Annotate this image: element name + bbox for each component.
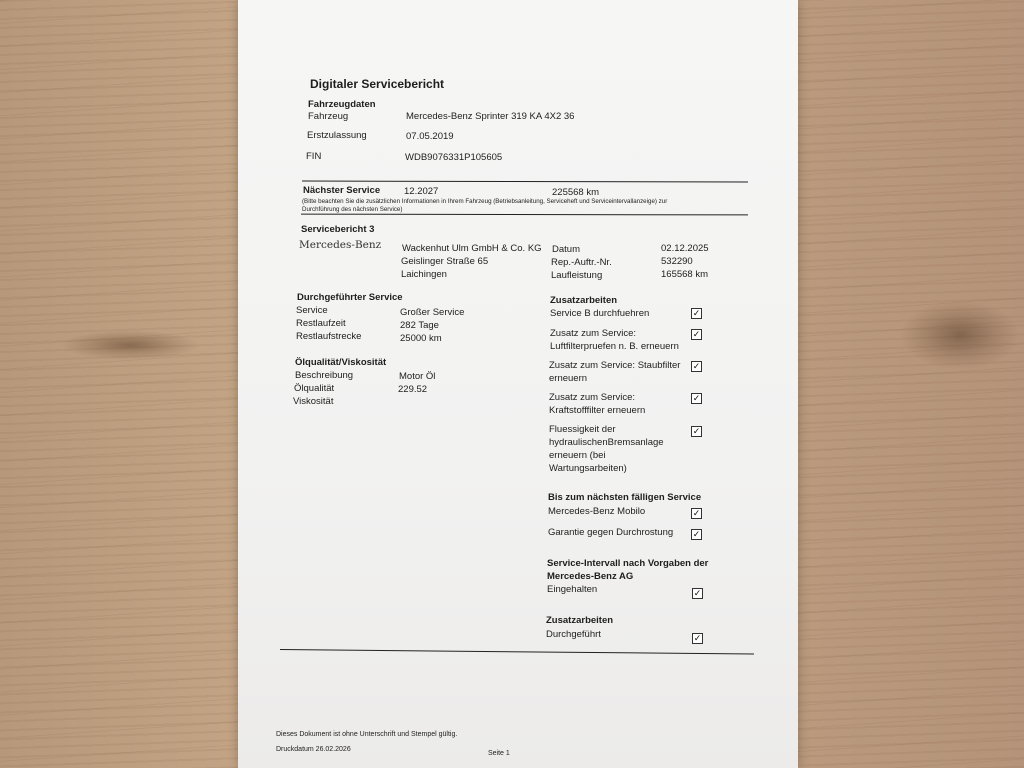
vehicle-value: Mercedes-Benz Sprinter 319 KA 4X2 36 [406,111,575,122]
extra-item-label: Zusatz zum Service: [549,392,636,403]
oil-description-label: Beschreibung [295,370,354,381]
until-next-item: Mercedes-Benz Mobilo [548,506,646,517]
report-title: Servicebericht 3 [301,224,375,235]
extra-item-label: Kraftstofffilter erneuern [549,405,646,416]
mileage-label: Laufleistung [551,270,603,281]
interval-title: Mercedes-Benz AG [547,571,634,582]
extra-item-checkbox: ✓ [692,393,701,403]
extra-item-checkbox: ✓ [692,329,701,339]
wood-knot [900,300,1020,370]
dealer-street: Geislinger Straße 65 [401,256,489,267]
interval-item: Eingehalten [547,584,598,595]
next-service-label: Nächster Service [303,185,381,196]
fin-label: FIN [306,151,322,162]
next-service-date: 12.2027 [404,186,439,197]
interval-title: Service-Intervall nach Vorgaben der [547,558,709,569]
extra-item-label: hydraulischenBremsanlage [549,437,664,448]
dealer-name: Wackenhut Ulm GmbH & Co. KG [402,243,542,254]
dealer-city: Laichingen [401,269,447,280]
first-registration-value: 07.05.2019 [406,131,454,142]
viscosity-label: Viskosität [293,396,334,407]
extra-item-checkbox: ✓ [692,308,701,318]
extra-item-checkbox: ✓ [692,426,701,436]
remaining-time-label: Restlaufzeit [296,318,346,329]
oil-description-value: Motor Öl [399,371,436,382]
until-next-title: Bis zum nächsten fälligen Service [548,492,702,503]
extra-item-label: Service B durchfuehren [550,308,650,319]
extra-item-label: Luftfilterpruefen n. B. erneuern [550,341,679,352]
interval-checkbox: ✓ [693,588,702,598]
mileage-value: 165568 km [661,269,709,280]
date-value: 02.12.2025 [661,243,709,254]
date-label: Datum [552,244,580,255]
extra-item-label: Zusatz zum Service: [550,328,637,339]
print-date: Druckdatum 26.02.2026 [276,746,351,753]
performed-service-title: Durchgeführter Service [297,292,403,303]
extras-title: Zusatzarbeiten [550,295,618,306]
until-next-item: Garantie gegen Durchrostung [548,527,674,538]
until-next-checkbox: ✓ [692,529,701,539]
mercedes-benz-wordmark: Mercedes-Benz [299,239,382,251]
repair-order-label: Rep.-Auftr.-Nr. [551,257,612,268]
page-number: Seite 1 [488,750,510,757]
wood-knot [60,330,200,360]
service-label: Service [296,305,328,316]
remaining-distance-label: Restlaufstrecke [296,331,362,342]
fin-value: WDB9076331P105605 [405,152,503,163]
first-registration-label: Erstzulassung [307,130,367,141]
repair-order-value: 532290 [661,256,693,267]
extras2-item: Durchgeführt [546,629,601,640]
extras2-checkbox: ✓ [693,633,702,643]
next-service-note: Durchführung des nächsten Service) [302,206,403,213]
extra-item-checkbox: ✓ [692,361,701,371]
oil-title: Ölqualität/Viskosität [295,357,387,368]
divider [280,649,754,655]
oil-quality-label: Ölqualität [294,383,335,394]
service-value: Großer Service [400,307,465,318]
footer-notice: Dieses Dokument ist ohne Unterschrift und Stempel gültig. [276,731,458,738]
extra-item-label: Fluessigkeit der [549,424,616,435]
service-report-paper [238,0,798,768]
extra-item-label: Zusatz zum Service: Staubfilter [549,360,681,371]
extras2-title: Zusatzarbeiten [546,615,614,626]
extra-item-label: Wartungsarbeiten) [549,463,627,474]
oil-quality-value: 229.52 [398,384,428,395]
remaining-distance-value: 25000 km [400,333,442,344]
remaining-time-value: 282 Tage [400,320,439,331]
extra-item-label: erneuern [549,373,588,384]
next-service-note: (Bitte beachten Sie die zusätzlichen Informationen in Ihrem Fahrzeug (Betriebsanleitung, Serviceheft und Serviceintervallanzeige) zur [302,198,668,205]
document-title: Digitaler Servicebericht [310,77,445,91]
until-next-checkbox: ✓ [692,508,701,518]
divider [301,214,748,216]
divider [302,181,748,183]
vehicle-label: Fahrzeug [308,111,349,122]
extra-item-label: erneuern (bei [549,450,606,461]
vehicle-section-title: Fahrzeugdaten [308,99,376,110]
next-service-km: 225568 km [552,187,600,198]
